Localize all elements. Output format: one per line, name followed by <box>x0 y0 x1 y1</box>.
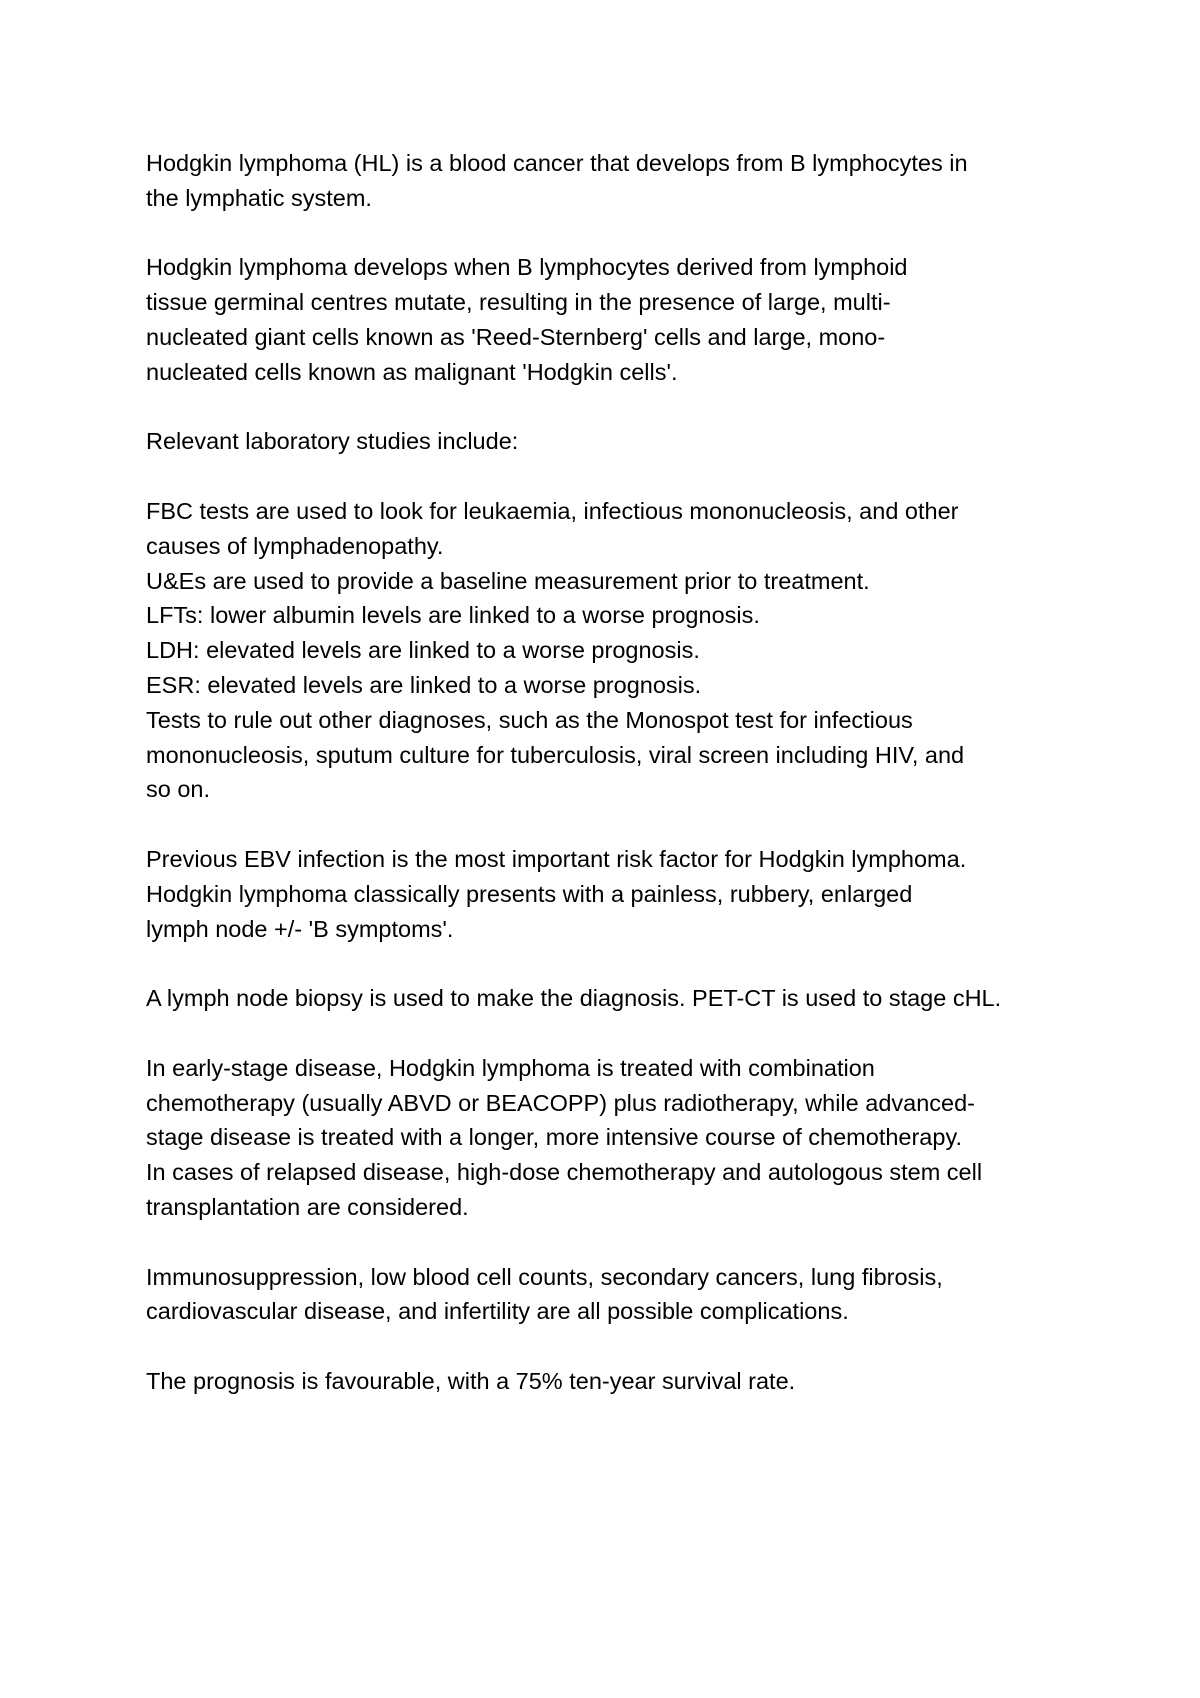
text-line: tissue germinal centres mutate, resulting in the presence of large, multi- <box>146 289 891 316</box>
list-item <box>146 564 1086 599</box>
text-line: Tests to rule out other diagnoses, such as the Monospot test for infectious <box>146 706 913 733</box>
text-line: U&Es are used to provide a baseline measurement prior to treatment. <box>146 567 870 594</box>
text-line: Hodgkin lymphoma (HL) is a blood cancer that develops from B lymphocytes in <box>146 150 968 176</box>
prognosis-paragraph <box>146 1364 1086 1399</box>
text-line: FBC tests are used to look for leukaemia, infectious mononucleosis, and other <box>146 497 959 524</box>
risk-presentation-paragraph <box>146 842 1086 946</box>
list-item <box>146 494 1086 564</box>
text-line: In cases of relapsed disease, high-dose chemotherapy and autologous stem cell <box>146 1159 983 1186</box>
diagnosis-paragraph <box>146 981 1086 1016</box>
lab-studies-list <box>146 494 1086 807</box>
intro-paragraph <box>146 146 1086 216</box>
list-item <box>146 633 1086 668</box>
text-line: nucleated giant cells known as 'Reed-Sternberg' cells and large, mono- <box>146 323 886 350</box>
text-line: cardiovascular disease, and infertility are all possible complications. <box>146 1298 849 1325</box>
lab-heading <box>146 424 1086 459</box>
pathophysiology-paragraph <box>146 250 1086 389</box>
text-line: Immunosuppression, low blood cell counts, secondary cancers, lung fibrosis, <box>146 1263 943 1290</box>
text-line: causes of lymphadenopathy. <box>146 532 444 559</box>
text-line: transplantation are considered. <box>146 1193 469 1220</box>
list-item <box>146 598 1086 633</box>
text-line: Hodgkin lymphoma develops when B lymphocytes derived from lymphoid <box>146 254 908 281</box>
text-line: LDH: elevated levels are linked to a worse prognosis. <box>146 637 700 664</box>
document-page <box>146 146 1086 1433</box>
text-line: stage disease is treated with a longer, more intensive course of chemotherapy. <box>146 1124 962 1151</box>
text-line: Hodgkin lymphoma classically presents with a painless, rubbery, enlarged <box>146 880 913 907</box>
list-item <box>146 703 1086 807</box>
text-line: Previous EBV infection is the most important risk factor for Hodgkin lymphoma. <box>146 845 967 872</box>
text-line: lymph node +/- 'B symptoms'. <box>146 915 454 942</box>
text-line: LFTs: lower albumin levels are linked to a worse prognosis. <box>146 602 760 629</box>
text-line: the lymphatic system. <box>146 184 372 211</box>
text-line: nucleated cells known as malignant 'Hodgkin cells'. <box>146 358 678 385</box>
text-line: so on. <box>146 776 211 803</box>
text-line: ESR: elevated levels are linked to a worse prognosis. <box>146 671 702 698</box>
text-line: The prognosis is favourable, with a 75% ten-year survival rate. <box>146 1367 796 1394</box>
complications-paragraph <box>146 1260 1086 1330</box>
text-line: Relevant laboratory studies include: <box>146 428 519 455</box>
text-line: A lymph node biopsy is used to make the diagnosis. PET-CT is used to stage cHL. <box>146 985 1002 1012</box>
text-line: In early-stage disease, Hodgkin lymphoma is treated with combination <box>146 1054 875 1081</box>
list-item <box>146 668 1086 703</box>
text-line: mononucleosis, sputum culture for tuberculosis, viral screen including HIV, and <box>146 741 965 768</box>
text-line: chemotherapy (usually ABVD or BEACOPP) plus radiotherapy, while advanced- <box>146 1089 975 1116</box>
treatment-paragraph <box>146 1051 1086 1225</box>
